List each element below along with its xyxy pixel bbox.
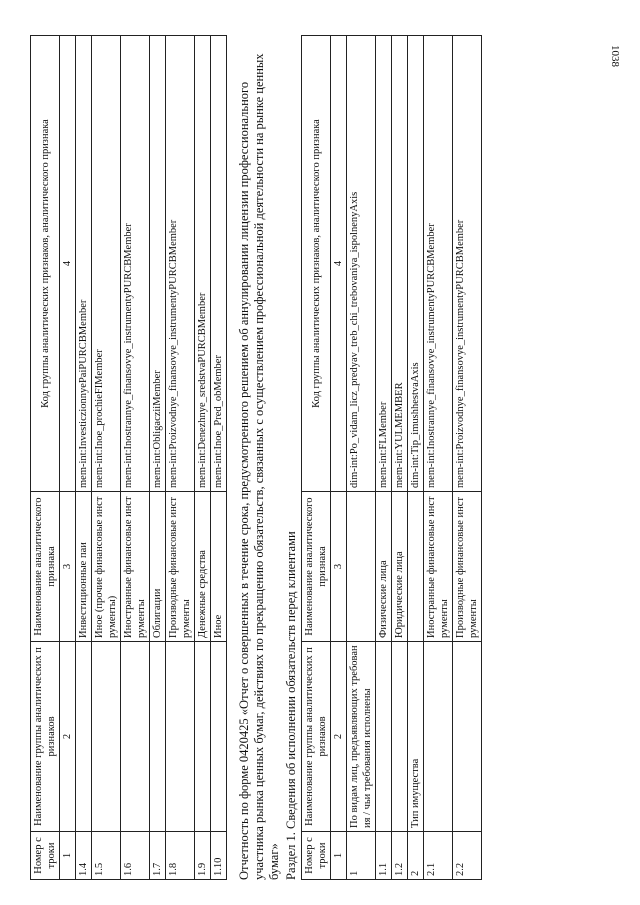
table-row	[392, 36, 408, 880]
section-title: Раздел 1. Сведения об исполнении обязательств перед клиентами	[284, 531, 298, 880]
table1-header-cell: Код группы аналитических признаков, аналитического признака	[31, 36, 60, 492]
table-cell: dim-int:Po_vidam_licz_predyav_treb_chi_trebovaniya_ispolnenyAxis	[347, 36, 376, 492]
table-cell: 1.2	[392, 832, 408, 880]
table-cell: Производные финансовые инструменты	[166, 492, 195, 642]
table-cell: Иное	[211, 492, 227, 642]
table-cell: Денежные средства	[195, 492, 211, 642]
table-row	[150, 36, 166, 880]
table-cell	[121, 642, 150, 832]
table-cell: 1.4	[76, 832, 92, 880]
table2-index-cell: 2	[331, 642, 347, 832]
table-cell	[347, 492, 376, 642]
table1-header-cell: Номер строки	[31, 832, 60, 880]
table-cell	[453, 642, 482, 832]
table-cell: dim-int:Tip_imushhestvaAxis	[408, 36, 424, 492]
table1-index-cell: 4	[60, 36, 76, 492]
table1-header-cell: Наименование группы аналитических признаков	[31, 642, 60, 832]
table-row	[166, 36, 195, 880]
table-cell: mem-int:Proizvodnye_finansovye_instrumentyPURCBMember	[166, 36, 195, 492]
table2-index-cell: 4	[331, 36, 347, 492]
table-cell: mem-int:FLMember	[376, 36, 392, 492]
report-title: Отчетность по форме 0420425 «Отчет о совершенных в течение срока, предусмотренного решением об аннулировании лицензии профессионального участника рынка ценных бумаг, действиях по прекращению обязательств, связанных с осуществлением профессиональной деятельности на рынке ценных бумаг»	[237, 53, 281, 880]
table-row	[195, 36, 211, 880]
table-row	[211, 36, 227, 880]
table-cell	[408, 492, 424, 642]
page-number: 1038	[609, 45, 621, 67]
table-cell: Юридические лица	[392, 492, 408, 642]
table-row	[408, 36, 424, 880]
table-cell: Облигации	[150, 492, 166, 642]
table-cell: 1.6	[121, 832, 150, 880]
table-row	[424, 36, 453, 880]
table-row	[92, 36, 121, 880]
table-cell	[211, 642, 227, 832]
table-cell: По видам лиц, предъявляющих требования / чьи требования исполнены	[347, 642, 376, 832]
table-cell: 2	[408, 832, 424, 880]
table1-index-row	[60, 36, 76, 880]
table-cell: Тип имущества	[408, 642, 424, 832]
table-row	[453, 36, 482, 880]
table-cell: 1.10	[211, 832, 227, 880]
table-cell: mem-int:ObligacziiMember	[150, 36, 166, 492]
table-cell: Инвестиционные паи	[76, 492, 92, 642]
table1-index-cell: 2	[60, 642, 76, 832]
table-cell: Иностранные финансовые инструменты	[424, 492, 453, 642]
table-analytic-codes-top	[30, 35, 227, 880]
table-cell	[92, 642, 121, 832]
table-cell: mem-int:YULMEMBER	[392, 36, 408, 492]
table2-index-cell: 1	[331, 832, 347, 880]
table-cell: Иностранные финансовые инструменты	[121, 492, 150, 642]
table2-header-row	[302, 36, 331, 880]
table-row	[347, 36, 376, 880]
table-cell: Физические лица	[376, 492, 392, 642]
table2-header-cell: Наименование группы аналитических признаков	[302, 642, 331, 832]
table-cell: mem-int:Inostrannye_finansovye_instrumentyPURCBMember	[121, 36, 150, 492]
table2-header-cell: Код группы аналитических признаков, аналитического признака	[302, 36, 331, 492]
table-cell	[376, 642, 392, 832]
table2-header-cell: Номер строки	[302, 832, 331, 880]
table-cell: mem-int:Denezhnye_sredstvaPURCBMember	[195, 36, 211, 492]
table-cell: 1.1	[376, 832, 392, 880]
table1-index-cell: 3	[60, 492, 76, 642]
table-cell: mem-int:Inoe_prochieFIMember	[92, 36, 121, 492]
table-cell	[166, 642, 195, 832]
table-cell: 2.2	[453, 832, 482, 880]
table2-index-cell: 3	[331, 492, 347, 642]
table-cell: mem-int:Proizvodnye_finansovye_instrumentyPURCBMember	[453, 36, 482, 492]
table-cell: 1.8	[166, 832, 195, 880]
table1-header-row	[31, 36, 60, 880]
table-row	[376, 36, 392, 880]
table2-index-row	[331, 36, 347, 880]
table-cell: 2.1	[424, 832, 453, 880]
table-cell	[392, 642, 408, 832]
table-row	[121, 36, 150, 880]
table-section1-codes	[301, 35, 482, 880]
rotated-page-content	[30, 35, 620, 880]
table-cell: mem-int:Inostrannye_finansovye_instrumentyPURCBMember	[424, 36, 453, 492]
table-cell: 1	[347, 832, 376, 880]
table-cell: mem-int:InvesticzionnyePaiPURCBMember	[76, 36, 92, 492]
table1-index-cell: 1	[60, 832, 76, 880]
table-cell: mem-int:Inoe_Pred_obMember	[211, 36, 227, 492]
table-cell	[424, 642, 453, 832]
table2-header-cell: Наименование аналитического признака	[302, 492, 331, 642]
table1-header-cell: Наименование аналитического признака	[31, 492, 60, 642]
table-cell: 1.5	[92, 832, 121, 880]
table-cell	[150, 642, 166, 832]
table-cell: Иное (прочие финансовые инструменты)	[92, 492, 121, 642]
table-cell: 1.7	[150, 832, 166, 880]
table-cell	[76, 642, 92, 832]
table-row	[76, 36, 92, 880]
table-cell: Производные финансовые инструменты	[453, 492, 482, 642]
table-cell	[195, 642, 211, 832]
table-cell: 1.9	[195, 832, 211, 880]
